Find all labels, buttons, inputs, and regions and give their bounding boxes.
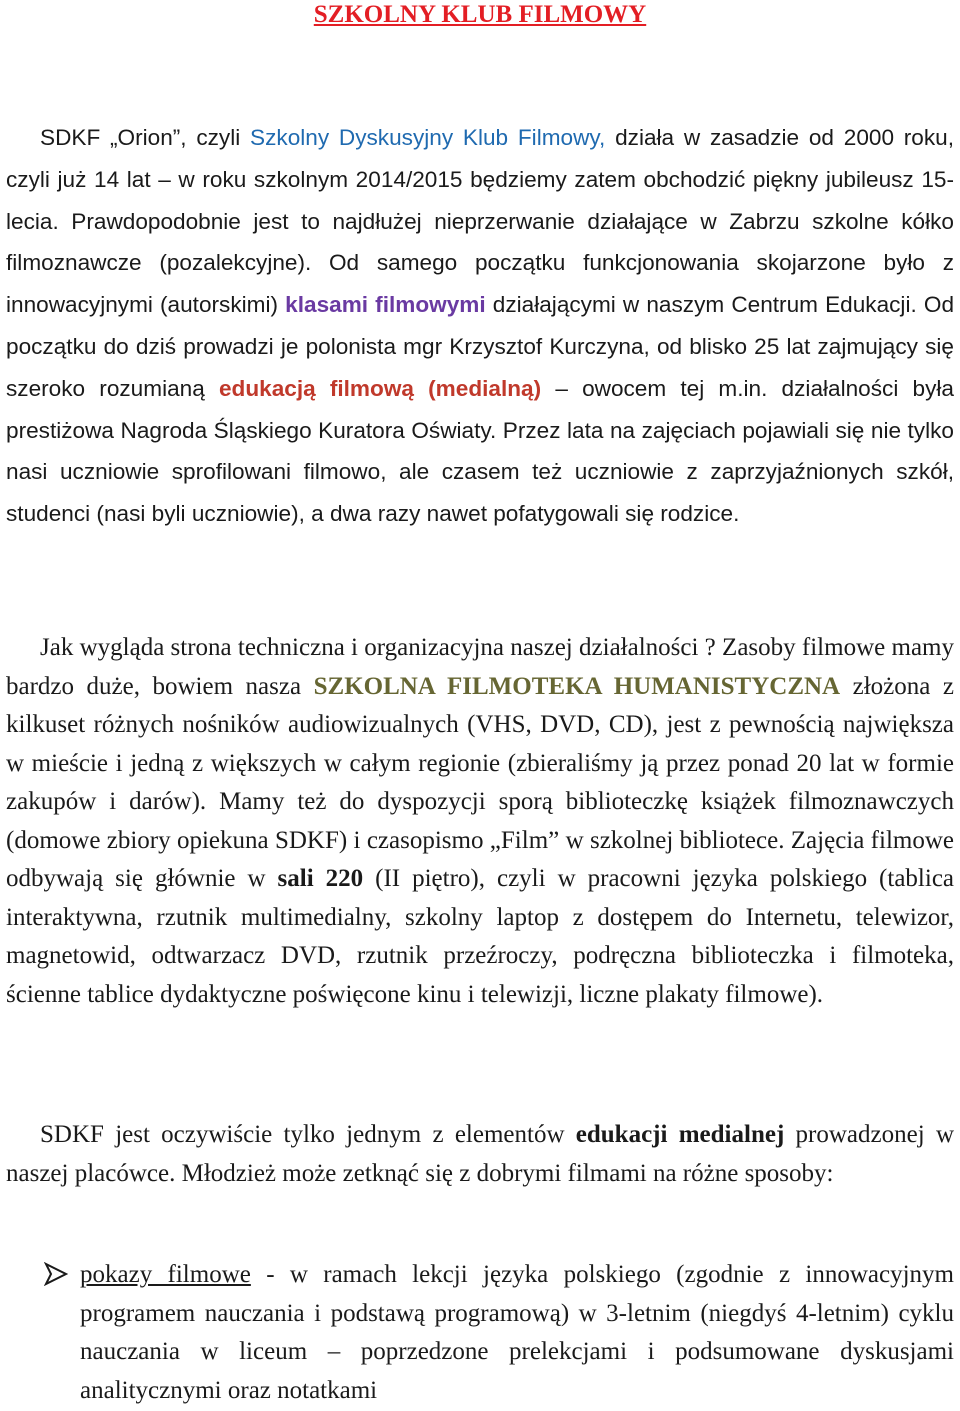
technical-text-3: (II piętro), czyli w pracowni języka polskiego (tablica interaktywna, rzutnik multimedialny, szkolny laptop z dostępem do Internetu, telewizor, magnetowid, odtwarzacz DVD, rzutnik przeźroczy, podręczna biblioteczka i filmoteka, ścienne tablice dydaktyczne poświęcone kinu i telewizji, liczne plakaty filmowe). bbox=[6, 865, 955, 1008]
media-text-1: SDKF jest oczywiście tylko jednym z elementów bbox=[40, 1121, 576, 1148]
list-item-text: - w ramach lekcji języka polskiego (zgodnie z innowacyjnym programem nauczania i podstawą programową) w 3-letnim (niegdyś 4-letnim) cyklu nauczania w liceum – poprzedzone prelekcjami i podsumowane dyskusjami analitycznymi oraz notatkami bbox=[80, 1261, 954, 1405]
paragraph-technical bbox=[6, 629, 954, 1014]
media-education-highlight: edukacji medialnej bbox=[575, 1121, 785, 1148]
intro-text-1: SDKF „Orion”, czyli bbox=[40, 125, 251, 150]
intro-text-2: działa w zasadzie od 2000 roku, czyli już 14 lat – w roku szkolnym 2014/2015 będziemy zatem obchodzić piękny jubileusz 15-lecia. Prawdopodobnie jest to najdłużej nieprzerwanie działające w Zabrzu szkolne kółko filmoznawcze (pozalekcyjne). Od samego początku funkcjonowania skojarzone było z innowacyjnymi (autorskimi) bbox=[6, 125, 955, 318]
list-item-lead: pokazy filmowe bbox=[80, 1261, 251, 1288]
technical-text-2: złożona z kilkuset różnych nośników audiowizualnych (VHS, DVD, CD), jest z pewnością największa w mieście i jedną z większych w całym regionie (zbieraliśmy ją przez ponad 20 lat w formie zakupów i darów). Mamy też do dyspozycji sporą biblioteczkę książek filmoznawczych (domowe zbiory opiekuna SDKF) i czasopismo „Film” w szkolnej bibliotece. Zajęcia filmowe odbywają się głównie w bbox=[6, 672, 954, 892]
intro-text-3: działającymi w naszym Centrum Edukacji. Od początku do dziś prowadzi je polonista mgr Krzysztof Kurczyna, od blisko 25 lat zajmujący się szeroko rozumianą bbox=[6, 292, 955, 401]
media-text-2: prowadzonej w naszej placówce. Młodzież może zetknąć się z dobrymi filmami na różne sposoby: bbox=[6, 1121, 954, 1187]
arrow-bullet-icon bbox=[44, 1262, 68, 1286]
room-highlight: sali 220 bbox=[277, 865, 364, 892]
paragraph-intro bbox=[6, 117, 954, 535]
paragraph-media-education bbox=[6, 1116, 954, 1193]
list-item-film-screenings bbox=[80, 1256, 954, 1411]
technical-text-1: Jak wygląda strona techniczna i organizacyjna naszej działalności ? Zasoby filmowe mamy bardzo duże, bowiem nasza bbox=[6, 634, 954, 700]
film-library-highlight: SZKOLNA FILMOTEKA HUMANISTYCZNA bbox=[313, 672, 841, 700]
film-classes-highlight: klasami filmowymi bbox=[285, 292, 486, 318]
club-name-highlight: Szkolny Dyskusyjny Klub Filmowy, bbox=[250, 125, 606, 150]
intro-text-4: – owocem tej m.in. działalności była prestiżowa Nagroda Śląskiego Kuratora Oświaty. Przez lata na zajęciach pojawiali się nie tylko nasi uczniowie sprofilowani filmowo, ale czasem też uczniowie z zaprzyjaźnionych szkół, studenci (nasi byli uczniowie), a dwa razy nawet pofatygowali się rodzice. bbox=[6, 375, 954, 527]
page-title: SZKOLNY KLUB FILMOWY bbox=[313, 1, 647, 28]
film-education-highlight: edukacją filmową (medialną) bbox=[218, 375, 542, 401]
